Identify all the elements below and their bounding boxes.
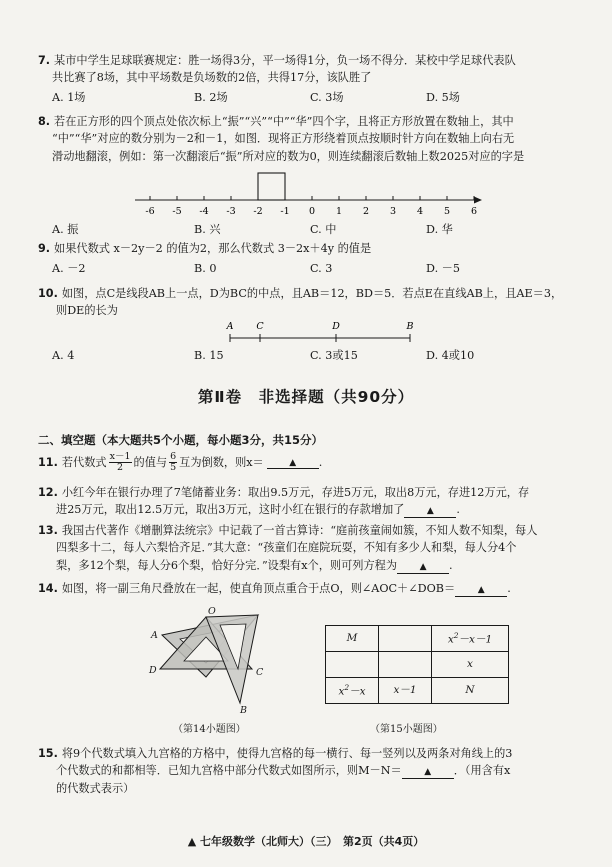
option-b[interactable]: B. 2场 bbox=[194, 90, 228, 104]
blank-marker: ▲ bbox=[424, 767, 432, 778]
question-number: 14. bbox=[38, 582, 58, 595]
question-text: 如图，将一副三角尺叠放在一起，使直角顶点重合于点O，则∠AOC＋∠DOB＝ bbox=[61, 582, 456, 595]
question-10-options bbox=[38, 347, 583, 364]
square bbox=[258, 173, 285, 200]
question-9 bbox=[38, 240, 583, 277]
period: . bbox=[449, 558, 453, 572]
question-text: 某市中学生足球联赛规定：胜一场得3分，平一场得1分，负一场不得分．某校中学足球代表队 bbox=[54, 54, 516, 67]
fraction-x-minus-1-over-2 bbox=[109, 452, 132, 473]
question-8-options bbox=[38, 221, 583, 238]
period: . bbox=[507, 582, 511, 595]
triangle-rulers-figure bbox=[140, 603, 280, 715]
label-b: B bbox=[240, 705, 247, 715]
question-text: 若代数式 bbox=[61, 455, 107, 469]
question-number: 8. bbox=[38, 115, 51, 128]
option-c[interactable]: C. 中 bbox=[310, 223, 337, 236]
axis-tick-label: -4 bbox=[199, 206, 209, 217]
period: . bbox=[318, 455, 323, 469]
axis-tick-label: 6 bbox=[470, 206, 478, 217]
grid-cell: N bbox=[432, 678, 509, 704]
question-text: 滑动地翻滚，例如：第一次翻滚后“振”所对应的数为0，则连续翻滚后数轴上数2025对应的字是 bbox=[52, 149, 525, 163]
axis-tick-label: -2 bbox=[253, 206, 263, 217]
option-d[interactable]: D. 4或10 bbox=[426, 349, 475, 362]
question-number: 11. bbox=[38, 455, 58, 469]
question-text: 的值与 bbox=[133, 455, 168, 469]
question-number: 13. bbox=[38, 524, 58, 537]
axis-tick-label: -5 bbox=[172, 206, 182, 217]
option-c[interactable]: C. 3 bbox=[310, 262, 333, 276]
question-text: 如果代数式 x－2y－2 的值为2，那么代数式 3－2x＋4y 的值是 bbox=[54, 242, 372, 255]
fraction-6-over-5 bbox=[169, 452, 177, 473]
option-c[interactable]: C. 3场 bbox=[310, 90, 344, 104]
question-text: “中”“华”对应的数分别为－2和－1，如图．现将正方形绕着顶点按顺时针方向在数轴上向右无 bbox=[52, 132, 515, 146]
blank-marker: ▲ bbox=[477, 585, 485, 595]
question-15 bbox=[38, 745, 583, 797]
question-text: 互为倒数，则x＝ bbox=[179, 455, 264, 469]
segment-point-label: D bbox=[332, 321, 340, 332]
figure-15-caption: （第15小题图） bbox=[370, 724, 443, 735]
grid-cell: $x^2-x$ bbox=[326, 678, 379, 704]
axis-tick-label: 5 bbox=[443, 206, 451, 217]
blank-marker: ▲ bbox=[426, 506, 434, 517]
grid-cell bbox=[379, 626, 432, 652]
option-b[interactable]: B. 15 bbox=[194, 349, 224, 362]
question-text: 四梨多十二，每人六梨恰齐足．”其大意：“孩童们在庭院玩耍，不知有多少人和梨，每人分4个 bbox=[56, 541, 517, 555]
option-a[interactable]: A. －2 bbox=[52, 262, 86, 276]
options bbox=[38, 347, 583, 364]
fraction-denominator: 2 bbox=[117, 461, 124, 473]
question-text: 的代数式表示） bbox=[56, 781, 135, 795]
question-text: 个代数式的和都相等．已知九宫格中部分代数式如图所示，则M－N＝ bbox=[56, 764, 402, 778]
axis-tick-label: -6 bbox=[145, 206, 155, 217]
nine-grid bbox=[325, 625, 509, 704]
axis-tick-label: -1 bbox=[280, 206, 290, 217]
period: . bbox=[456, 503, 460, 517]
grid-cell: $x^2-x-1$ bbox=[432, 626, 509, 652]
axis-tick-label: 1 bbox=[335, 206, 343, 217]
grid-cell bbox=[379, 652, 432, 678]
options bbox=[38, 89, 583, 106]
label-o: O bbox=[208, 606, 216, 617]
question-12 bbox=[38, 484, 583, 519]
section-title: 第Ⅱ卷 非选择题（共90分） bbox=[197, 388, 415, 406]
question-text: 若在正方形的四个顶点处依次标上“振”“兴”“中”“华”四个字，且将正方形放置在数轴上，其中 bbox=[54, 115, 514, 128]
question-14 bbox=[38, 580, 583, 597]
segment-points bbox=[226, 321, 414, 342]
grid-cell: x bbox=[432, 652, 509, 678]
question-number: 10. bbox=[38, 287, 58, 300]
question-text: 我国古代著作《增删算法统宗》中记载了一首古算诗：“庭前孩童闹如簇，不知人数不知梨，每人 bbox=[61, 524, 538, 537]
options bbox=[38, 260, 583, 277]
axis-ticks bbox=[145, 196, 477, 217]
label-d: D bbox=[149, 665, 157, 676]
fraction-numerator: x－1 bbox=[109, 451, 131, 462]
option-d[interactable]: D. 华 bbox=[426, 223, 453, 236]
figure-14-caption: （第14小题图） bbox=[173, 724, 246, 735]
question-text: 小红今年在银行办理了7笔储蓄业务：取出9.5万元，存进5万元，取出8万元，存进12万元，存 bbox=[61, 486, 530, 499]
question-number: 9. bbox=[38, 242, 51, 255]
label-a: A bbox=[151, 630, 158, 641]
question-7 bbox=[38, 52, 583, 106]
axis-tick-label: 4 bbox=[416, 206, 424, 217]
label-c: C bbox=[256, 667, 264, 678]
grid-cell: x－1 bbox=[379, 678, 432, 704]
question-10 bbox=[38, 285, 583, 320]
question-number: 15. bbox=[38, 747, 58, 760]
question-number: 7. bbox=[38, 54, 51, 67]
answer-blank[interactable] bbox=[402, 765, 454, 779]
part-heading: 二、填空题（本大题共5个小题，每小题3分，共15分） bbox=[38, 433, 324, 447]
question-11 bbox=[38, 452, 583, 473]
question-text: 如图，点C是线段AB上一点，D为BC的中点，且AB＝12，BD＝5．若点E在直线AB上，且AE＝3， bbox=[61, 287, 563, 300]
blank-marker: ▲ bbox=[289, 457, 297, 468]
footer-text: 七年级数学（北师大）（三） 第2页（共4页） bbox=[199, 835, 425, 848]
question-text: 共比赛了8场，其中平场数是负场数的2倍，共得17分，该队胜了 bbox=[52, 71, 372, 85]
option-a[interactable]: A. 4 bbox=[52, 349, 75, 362]
answer-blank[interactable] bbox=[455, 583, 507, 597]
question-number: 12. bbox=[38, 486, 58, 499]
option-b[interactable]: B. 0 bbox=[194, 262, 217, 276]
segment-point-label: C bbox=[256, 321, 264, 332]
blank-marker: ▲ bbox=[419, 561, 427, 572]
segment-point-label: B bbox=[406, 321, 414, 332]
page-footer bbox=[0, 833, 612, 850]
answer-blank[interactable] bbox=[267, 456, 319, 470]
answer-blank[interactable] bbox=[397, 560, 449, 574]
number-line-figure bbox=[130, 170, 490, 220]
option-a[interactable]: A. 振 bbox=[52, 223, 79, 236]
axis-tick-label: -3 bbox=[226, 206, 236, 217]
segment-point-label: A bbox=[226, 321, 234, 332]
option-d[interactable]: D. －5 bbox=[426, 262, 460, 276]
question-8 bbox=[38, 113, 583, 165]
option-d[interactable]: D. 5场 bbox=[426, 90, 460, 104]
axis-arrow bbox=[474, 197, 482, 204]
question-text: 进25万元，取出12.5万元，取出3万元，这时小红在银行的存款增加了 bbox=[56, 503, 405, 517]
fraction-numerator: 6 bbox=[170, 451, 177, 462]
options bbox=[38, 221, 583, 238]
axis-tick-label: 0 bbox=[308, 206, 316, 217]
option-c[interactable]: C. 3或15 bbox=[310, 349, 358, 362]
grid-cell bbox=[326, 652, 379, 678]
option-a[interactable]: A. 1场 bbox=[52, 90, 86, 104]
question-text: 则DE的长为 bbox=[56, 304, 118, 318]
question-text: 梨，多12个梨，每人分6个梨，恰好分完．”设梨有x个，则可列方程为 bbox=[56, 558, 398, 572]
fraction-denominator: 5 bbox=[170, 461, 177, 473]
logo-icon: ▲ bbox=[187, 835, 200, 848]
axis-tick-label: 2 bbox=[362, 206, 370, 217]
question-text: 将9个代数式填入九宫格的方格中，使得九宫格的每一横行、每一竖列以及两条对角线上的3 bbox=[61, 747, 513, 760]
option-b[interactable]: B. 兴 bbox=[194, 223, 221, 236]
answer-blank[interactable] bbox=[404, 504, 456, 518]
question-13 bbox=[38, 522, 583, 574]
segment-figure bbox=[220, 318, 420, 348]
question-text: ．（用含有x bbox=[453, 764, 511, 778]
axis-tick-label: 3 bbox=[389, 206, 397, 217]
grid-cell: M bbox=[326, 626, 379, 652]
